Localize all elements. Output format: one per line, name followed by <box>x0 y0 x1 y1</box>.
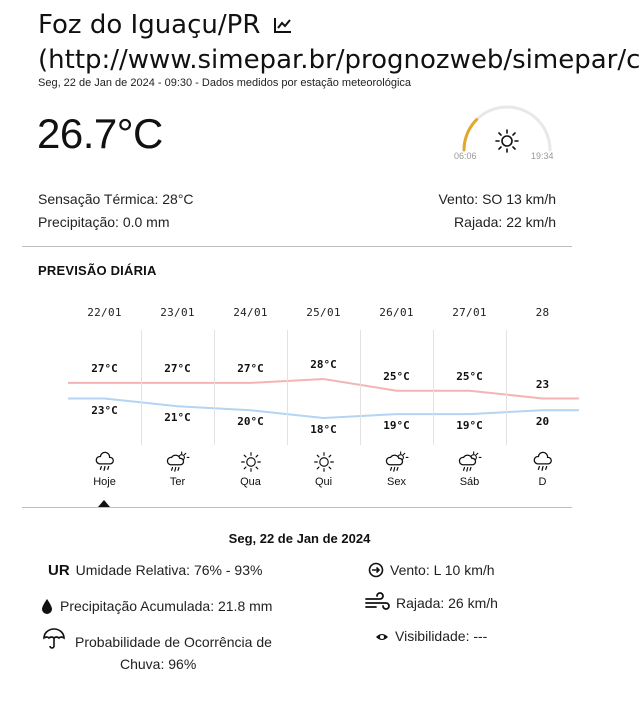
max-temp-label: 27°C <box>164 361 191 375</box>
day-date: 25/01 <box>306 306 341 319</box>
daily-forecast-title: PREVISÃO DIÁRIA <box>38 263 157 278</box>
sun-cloud-rain-icon <box>433 451 506 478</box>
divider <box>22 246 572 247</box>
measurement-subtitle: Seg, 22 de Jan de 2024 - 09:30 - Dados medidos por estação meteorológica <box>38 77 412 89</box>
sun-icon <box>287 451 360 478</box>
day-name: Sáb <box>459 476 480 488</box>
day-column[interactable] <box>360 300 433 500</box>
umbrella-icon <box>42 628 66 653</box>
min-temp-label: 23°C <box>91 403 118 417</box>
day-column[interactable] <box>141 300 214 500</box>
day-date: 24/01 <box>233 306 268 319</box>
max-temp-label: 25°C <box>456 369 483 383</box>
max-temp-label: 27°C <box>91 361 118 375</box>
detail-gust-value: Rajada: 26 km/h <box>396 595 498 612</box>
precip-acc-value: Precipitação Acumulada: 21.8 mm <box>60 598 273 615</box>
current-temperature: 26.7°C <box>37 110 163 157</box>
detail-wind-row <box>368 562 495 581</box>
min-temp-label: 20 <box>535 415 550 429</box>
detail-gust-row <box>364 594 498 615</box>
location-url[interactable]: (http://www.simepar.br/prognozweb/simepar/c <box>38 44 640 75</box>
day-date: 26/01 <box>379 306 414 319</box>
gust-icon <box>364 594 390 615</box>
location-title <box>38 8 640 77</box>
max-temp-label: 23 <box>535 377 550 391</box>
min-temp-label: 20°C <box>237 415 264 429</box>
max-temp-label: 28°C <box>310 358 337 371</box>
day-column[interactable] <box>287 300 360 500</box>
gust-now: Rajada: 22 km/h <box>454 214 556 230</box>
detail-date: Seg, 22 de Jan de 2024 <box>228 531 371 546</box>
visibility-row <box>375 628 487 645</box>
wind-direction-icon <box>368 562 384 581</box>
rain-cloud-icon <box>506 451 579 478</box>
day-column[interactable] <box>214 300 287 500</box>
divider <box>22 507 572 508</box>
humidity-tag: UR <box>48 562 70 579</box>
location-name: Foz do Iguaçu/PR <box>38 10 261 40</box>
min-temp-label: 19°C <box>383 419 410 433</box>
day-name: Qua <box>240 476 261 488</box>
humidity-value: Umidade Relativa: 76% - 93% <box>75 562 263 578</box>
sunset-time: 19:34 <box>531 151 554 161</box>
eye-icon <box>375 629 389 645</box>
day-name: Sex <box>387 476 406 488</box>
wind-now: Vento: SO 13 km/h <box>438 191 556 207</box>
sun-arc-widget <box>452 100 562 164</box>
max-temp-label: 25°C <box>383 369 410 383</box>
precipitation: Precipitação: 0.0 mm <box>38 214 170 230</box>
day-name: Hoje <box>93 476 116 488</box>
day-column[interactable] <box>506 300 579 500</box>
sun-cloud-rain-icon <box>360 451 433 478</box>
day-name: Qui <box>314 476 333 488</box>
min-temp-label: 19°C <box>456 419 483 433</box>
trend-chart-icon[interactable] <box>273 9 293 43</box>
day-name: Ter <box>169 476 186 488</box>
humidity-row <box>48 562 262 579</box>
day-column[interactable] <box>433 300 506 500</box>
min-temp-label: 18°C <box>310 423 337 436</box>
visibility-value: Visibilidade: --- <box>395 628 488 644</box>
rain-probability-line2: Chuva: 96% <box>120 656 197 672</box>
selected-day-indicator <box>98 500 110 507</box>
day-date: 28 <box>535 306 550 319</box>
sunrise-time: 06:06 <box>454 151 477 161</box>
rain-probability-line1: Probabilidade de Ocorrência de <box>75 634 272 650</box>
min-temp-label: 21°C <box>164 411 191 425</box>
day-date: 23/01 <box>160 306 195 319</box>
drop-icon <box>40 598 54 617</box>
feels-like: Sensação Térmica: 28°C <box>38 191 194 207</box>
sun-icon <box>214 451 287 478</box>
day-date: 22/01 <box>87 306 122 319</box>
day-column[interactable] <box>68 300 141 500</box>
sun-icon <box>494 128 520 159</box>
precip-acc-row <box>40 598 272 617</box>
rain-probability-row <box>42 629 72 653</box>
daily-forecast-strip[interactable] <box>68 300 572 508</box>
day-name: D <box>538 476 547 488</box>
rain-cloud-icon <box>68 451 141 478</box>
sun-cloud-rain-icon <box>141 451 214 478</box>
day-date: 27/01 <box>452 306 487 319</box>
max-temp-label: 27°C <box>237 361 264 375</box>
detail-wind-value: Vento: L 10 km/h <box>390 562 495 579</box>
